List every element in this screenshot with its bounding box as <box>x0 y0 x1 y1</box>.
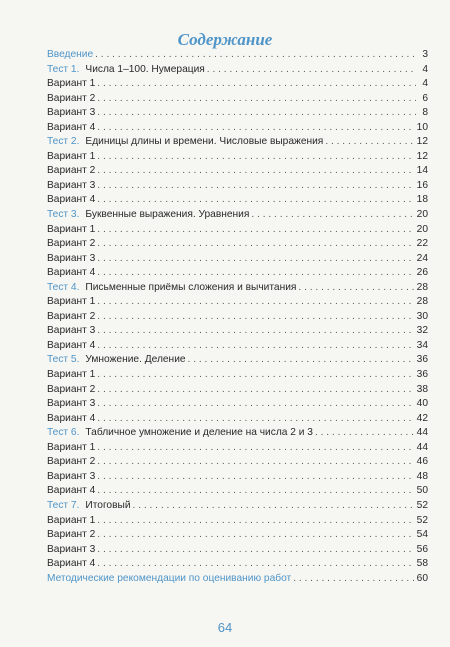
toc-leader-dots <box>97 92 416 107</box>
toc-leader-dots <box>97 368 414 383</box>
toc-entry <box>47 252 428 267</box>
toc-entry <box>47 48 428 63</box>
toc-entry-title: Вариант 3 <box>47 179 96 191</box>
toc-entry-title: Вариант 4 <box>47 121 96 133</box>
toc-entry-title: Вариант 4 <box>47 412 96 424</box>
toc-entry-title: Вариант 4 <box>47 339 96 351</box>
toc-entry-test-number: Тест 3. <box>47 209 80 221</box>
toc-entry-title: Вариант 1 <box>47 296 96 308</box>
toc-leader-dots <box>97 383 414 398</box>
toc-entry-page: 52 <box>416 499 428 511</box>
toc-entry-title: Вариант 1 <box>47 78 96 90</box>
toc-entry-title: Вариант 1 <box>47 441 96 453</box>
toc-entry <box>47 150 428 165</box>
toc-leader-dots <box>97 295 414 310</box>
toc-leader-dots <box>97 543 414 558</box>
toc-entry-page: 4 <box>422 78 428 90</box>
toc-entry <box>47 441 428 456</box>
toc-entry <box>47 237 428 252</box>
toc-entry <box>47 63 428 78</box>
toc-entry-page: 40 <box>416 398 428 410</box>
toc-entry-page: 24 <box>416 252 428 264</box>
toc-entry-page: 16 <box>416 179 428 191</box>
toc-entry <box>47 310 428 325</box>
toc-entry-title: Табличное умножение и деление на числа 2 и 3 <box>85 427 313 439</box>
toc-entry-page: 34 <box>416 339 428 351</box>
toc-entry <box>47 353 428 368</box>
toc-entry-title: Вариант 3 <box>47 543 96 555</box>
toc-leader-dots <box>97 150 414 165</box>
toc-entry-page: 56 <box>416 543 428 555</box>
toc-entry-title: Вариант 3 <box>47 252 96 264</box>
toc-entry <box>47 281 428 296</box>
toc-entry-test-number: Тест 7. <box>47 499 80 511</box>
toc-entry-page: 32 <box>416 325 428 337</box>
toc-entry-page: 20 <box>416 209 428 221</box>
toc-leader-dots <box>188 353 415 368</box>
toc-entry-title: Введение <box>47 49 94 60</box>
toc-entry <box>47 92 428 107</box>
toc-entry-title: Вариант 2 <box>47 456 96 468</box>
toc-leader-dots <box>97 310 414 325</box>
toc-entry-title: Вариант 4 <box>47 558 96 570</box>
toc-leader-dots <box>97 324 414 339</box>
toc-leader-dots <box>97 557 414 572</box>
toc-leader-dots <box>97 106 416 121</box>
toc-entry <box>47 572 428 587</box>
toc-entry-test-number: Тест 2. <box>47 136 80 148</box>
toc-entry <box>47 135 428 150</box>
toc-entry-page: 42 <box>416 412 428 424</box>
toc-entry-page: 52 <box>416 514 428 526</box>
toc-entry-page: 6 <box>422 92 428 104</box>
toc-leader-dots <box>133 499 415 514</box>
toc-entry <box>47 543 428 558</box>
toc-entry-test-number: Тест 4. <box>47 281 80 293</box>
toc-entry-page: 12 <box>416 150 428 162</box>
toc-entry <box>47 514 428 529</box>
toc-entry-page: 4 <box>422 63 428 75</box>
toc-leader-dots <box>97 514 414 529</box>
toc-leader-dots <box>97 412 414 427</box>
toc-entry <box>47 484 428 499</box>
toc-entry <box>47 426 428 441</box>
toc-entry-page: 14 <box>416 165 428 177</box>
toc-entry <box>47 193 428 208</box>
toc-leader-dots <box>207 63 416 78</box>
toc-entry <box>47 383 428 398</box>
toc-leader-dots <box>97 223 414 238</box>
toc-entry <box>47 368 428 383</box>
toc-entry-title: Вариант 4 <box>47 267 96 279</box>
toc-entry-test-number: Тест 1. <box>47 63 80 75</box>
toc-entry-title: Вариант 1 <box>47 150 96 162</box>
toc-leader-dots <box>298 281 414 296</box>
toc-entry <box>47 223 428 238</box>
toc-entry <box>47 164 428 179</box>
toc-entry-page: 44 <box>416 441 428 453</box>
toc-leader-dots <box>97 528 414 543</box>
toc-entry <box>47 412 428 427</box>
toc-entry <box>47 106 428 121</box>
toc-entry-page: 36 <box>416 369 428 381</box>
toc-entry-title: Вариант 3 <box>47 470 96 482</box>
toc-entry-page: 60 <box>416 572 428 584</box>
toc-entry-page: 10 <box>416 121 428 133</box>
toc-leader-dots <box>97 266 414 281</box>
toc-entry <box>47 339 428 354</box>
toc-leader-dots <box>97 484 414 499</box>
toc-entry-title: Вариант 1 <box>47 514 96 526</box>
toc-entry-title: Вариант 2 <box>47 165 96 177</box>
toc-entry-title: Методические рекомендации по оцениванию работ <box>47 572 292 584</box>
toc-leader-dots <box>95 48 416 63</box>
page-number: 64 <box>217 620 233 635</box>
toc-entry-title: Вариант 2 <box>47 529 96 541</box>
toc-leader-dots <box>97 339 414 354</box>
toc-entry <box>47 557 428 572</box>
toc-leader-dots <box>97 441 414 456</box>
toc-entry-page: 3 <box>422 49 428 60</box>
toc-entry-page: 36 <box>416 354 428 366</box>
toc-entry-page: 28 <box>416 281 428 293</box>
toc-entry <box>47 208 428 223</box>
toc-leader-dots <box>325 135 414 150</box>
toc-entry-page: 26 <box>416 267 428 279</box>
toc-entry-title: Вариант 3 <box>47 107 96 119</box>
table-of-contents <box>47 48 428 586</box>
toc-entry-title: Вариант 1 <box>47 223 96 235</box>
toc-leader-dots <box>97 193 414 208</box>
toc-entry-title: Буквенные выражения. Уравнения <box>85 209 250 221</box>
toc-entry <box>47 455 428 470</box>
toc-entry-title: Вариант 2 <box>47 92 96 104</box>
toc-entry-title: Вариант 4 <box>47 485 96 497</box>
toc-entry <box>47 295 428 310</box>
toc-entry-test-number: Тест 6. <box>47 427 80 439</box>
toc-entry-title: Вариант 3 <box>47 398 96 410</box>
toc-leader-dots <box>97 455 414 470</box>
toc-entry-title: Вариант 4 <box>47 194 96 206</box>
toc-leader-dots <box>97 77 416 92</box>
toc-entry <box>47 266 428 281</box>
toc-entry-page: 38 <box>416 383 428 395</box>
toc-entry-title: Вариант 2 <box>47 310 96 322</box>
toc-entry-title: Единицы длины и времени. Числовые выражения <box>85 136 324 148</box>
toc-entry-test-number: Тест 5. <box>47 354 80 366</box>
toc-entry-page: 20 <box>416 223 428 235</box>
toc-leader-dots <box>97 164 414 179</box>
toc-entry-page: 58 <box>416 558 428 570</box>
toc-leader-dots <box>97 470 414 485</box>
toc-entry-title: Умножение. Деление <box>85 354 186 366</box>
toc-leader-dots <box>251 208 414 223</box>
toc-entry <box>47 179 428 194</box>
toc-leader-dots <box>97 252 414 267</box>
page-title: Содержание <box>177 30 273 49</box>
toc-entry <box>47 470 428 485</box>
toc-leader-dots <box>97 121 414 136</box>
toc-leader-dots <box>97 237 414 252</box>
toc-entry-title: Числа 1–100. Нумерация <box>85 63 205 75</box>
toc-entry-page: 48 <box>416 470 428 482</box>
toc-entry-title: Итоговый <box>85 499 131 511</box>
toc-entry-page: 50 <box>416 485 428 497</box>
toc-entry <box>47 121 428 136</box>
toc-entry-page: 22 <box>416 238 428 250</box>
toc-leader-dots <box>97 397 414 412</box>
toc-entry-page: 28 <box>416 296 428 308</box>
toc-entry-page: 12 <box>416 136 428 148</box>
toc-entry <box>47 397 428 412</box>
toc-entry <box>47 77 428 92</box>
toc-entry-page: 30 <box>416 310 428 322</box>
toc-entry-page: 54 <box>416 529 428 541</box>
toc-entry-page: 46 <box>416 456 428 468</box>
toc-entry-title: Вариант 2 <box>47 238 96 250</box>
toc-leader-dots <box>315 426 415 441</box>
toc-entry-page: 18 <box>416 194 428 206</box>
toc-entry <box>47 324 428 339</box>
toc-entry <box>47 499 428 514</box>
toc-entry-page: 44 <box>416 427 428 439</box>
toc-leader-dots <box>97 179 414 194</box>
toc-entry-page: 8 <box>422 107 428 119</box>
toc-entry-title: Вариант 1 <box>47 369 96 381</box>
toc-entry-title: Вариант 2 <box>47 383 96 395</box>
toc-entry-title: Письменные приёмы сложения и вычитания <box>85 281 297 293</box>
toc-entry-title: Вариант 3 <box>47 325 96 337</box>
toc-leader-dots <box>293 572 414 587</box>
toc-entry <box>47 528 428 543</box>
